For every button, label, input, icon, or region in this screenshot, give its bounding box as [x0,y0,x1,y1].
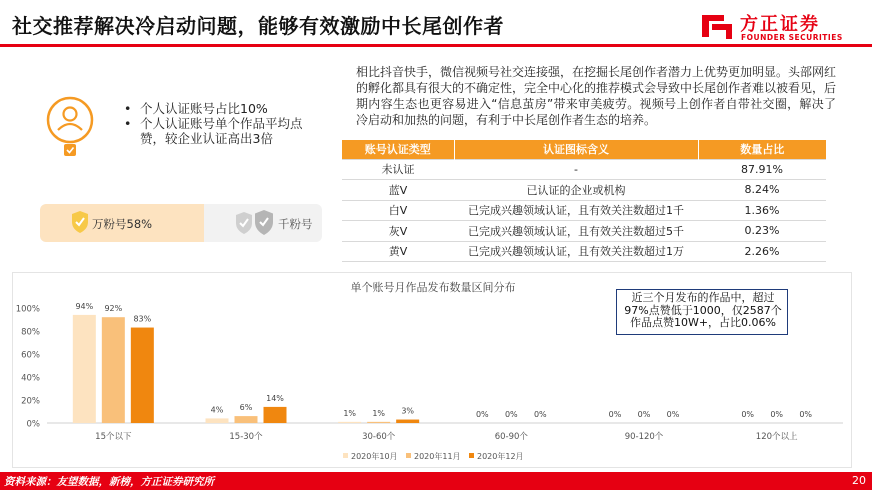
chart-note-box: 近三个月发布的作品中，超过97%点赞低于1000，仅2587个作品点赞10W+，占比0.06% [616,289,788,335]
logo-name-cn: 方正证券 [740,14,820,35]
y-tick-label: 0% [26,419,40,430]
legend-swatch [343,453,348,458]
y-tick-label: 80% [21,327,40,338]
table-row [342,200,826,221]
verification-table [342,140,826,262]
bar-data-label: 0% [637,410,651,419]
bullet-item: • 个人认证账号单个作品平均点赞，较企业认证高出3倍 [124,116,314,146]
bar-data-label: 0% [504,410,518,419]
page-number: 20 [852,474,866,487]
wan-fans-label: 万粉号58% [92,217,153,231]
table-cell: 已认证的企业或机构 [454,180,698,201]
table-cell: 8.24% [698,180,826,201]
bar [235,416,258,423]
qian-fans-label: 千粉号 [278,217,313,231]
bar [367,422,390,423]
gold-badge-icon [70,210,90,234]
bar [264,407,287,423]
table-cell: 灰V [342,221,454,242]
bullet-item: • 个人认证账号占比10% [124,101,314,116]
table-cell: 已完成兴趣领域认证，且有效关注数超过1千 [454,200,698,221]
bar-data-label: 6% [239,403,253,413]
table-cell: 2.26% [698,241,826,262]
table-cell: 0.23% [698,221,826,242]
x-tick-label: 60-90个 [494,432,528,442]
y-tick-label: 60% [21,350,40,361]
bar-data-label: 92% [104,304,123,314]
table-row [342,180,826,201]
table-cell: 87.91% [698,159,826,180]
table-row [342,221,826,242]
legend-label: 2020年10月 [351,452,398,461]
bullet-list [124,101,314,146]
legend-swatch [406,453,411,458]
table-header: 数量占比 [698,140,826,159]
table-cell: 白V [342,200,454,221]
bar-data-label: 3% [401,406,415,416]
bar-data-label: 0% [533,410,547,419]
bar-data-label: 0% [475,410,489,419]
table-cell: 黄V [342,241,454,262]
table-cell: 已完成兴趣领域认证，且有效关注数超过1万 [454,241,698,262]
bar-data-label: 4% [210,405,224,415]
x-tick-label: 120个以上 [755,432,798,442]
table-header-row [342,140,826,159]
title-divider [0,44,872,47]
chart-title: 单个账号月作品发布数量区间分布 [350,281,516,294]
founder-logo-icon [700,11,734,41]
bar [73,315,96,423]
bar-data-label: 14% [266,393,284,403]
page-title: 社交推荐解决冷启动问题，能够有效激励中长尾创作者 [12,14,504,38]
legend-label: 2020年12月 [477,452,524,461]
y-tick-label: 20% [21,396,40,407]
table-cell: 1.36% [698,200,826,221]
analysis-paragraph: 相比抖音快手，微信视频号社交连接强，在挖掘长尾创作者潜力上优势更加明显。头部网红的孵化都具有很大的不确定性，完全中心化的推荐模式会导致中长尾创作者难以被看见，后期内容生态也更容易进入“信息茧房”带来审美疲劳。视频号上创作者自带社交圈，解决了冷启动和加热的问题，有利于中长尾创作者生态的培养。 [356,65,837,127]
bar-data-label: 1% [372,408,386,418]
bar [131,328,154,423]
x-tick-label: 15个以下 [95,432,132,442]
table-cell: - [454,159,698,180]
bar [206,418,229,423]
bar [102,317,125,423]
bar [396,420,419,423]
user-certified-icon [44,96,96,162]
legend-swatch [469,453,474,458]
table-cell: 已完成兴趣领域认证，且有效关注数超过5千 [454,221,698,242]
table-cell: 蓝V [342,180,454,201]
y-tick-label: 100% [15,304,40,315]
bar-data-label: 1% [343,408,357,418]
bar-data-label: 0% [770,410,784,419]
y-tick-label: 40% [21,373,40,384]
company-logo [696,6,866,46]
grey-badge-icon [230,208,276,238]
table-header: 认证图标含义 [454,140,698,159]
legend-label: 2020年11月 [414,452,461,461]
bar [338,422,361,423]
x-tick-label: 30-60个 [362,432,396,442]
table-row [342,241,826,262]
bar-data-label: 0% [608,410,622,419]
x-tick-label: 90-120个 [624,432,664,442]
table-header: 账号认证类型 [342,140,454,159]
x-tick-label: 15-30个 [229,432,263,442]
bar-data-label: 0% [741,410,755,419]
bar-data-label: 83% [133,314,152,324]
bar-data-label: 94% [75,301,94,311]
bar-data-label: 0% [799,410,813,419]
footer-source: 资料来源：友望数据，新榜，方正证券研究所 [4,476,214,488]
table-cell: 未认证 [342,159,454,180]
logo-name-en: FOUNDER SECURITIES [741,33,843,42]
table-row [342,159,826,180]
bar-data-label: 0% [666,410,680,419]
